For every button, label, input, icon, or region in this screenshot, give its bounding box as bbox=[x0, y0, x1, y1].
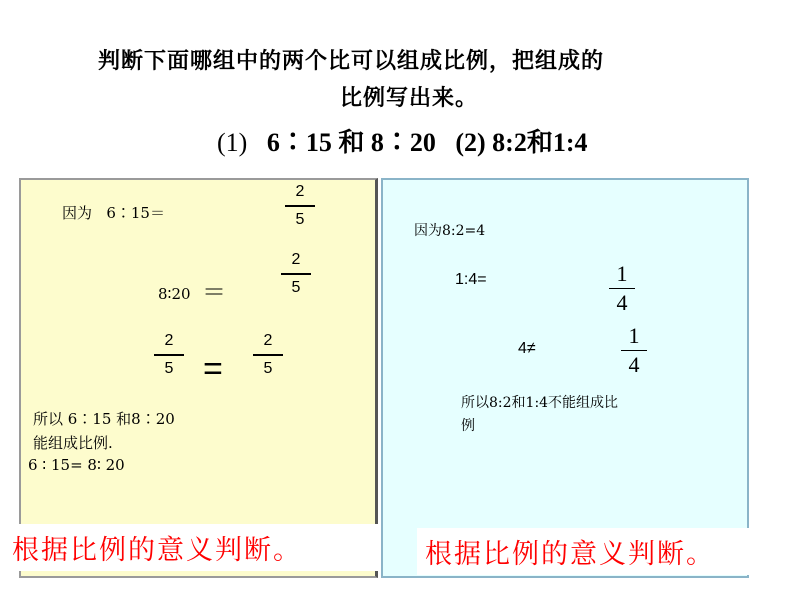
right-fraction-2: 1 4 bbox=[621, 324, 647, 377]
right-conclusion-1: 所以8:2和1:4不能组成比 bbox=[461, 395, 619, 411]
right-ratio-2: 1:4= bbox=[455, 271, 487, 288]
problem-list bbox=[217, 122, 588, 159]
left-equals-1: ＝ bbox=[202, 279, 226, 306]
left-fraction-2: 2 5 bbox=[281, 251, 311, 297]
problem-2-label: (2) bbox=[455, 128, 486, 157]
problem-1-text: 6∶15 和 8∶20 bbox=[266, 128, 436, 157]
left-conclusion-2: 能组成比例. bbox=[33, 434, 113, 452]
problem-1-label: (1) bbox=[217, 128, 248, 157]
right-because: 因为8:2=4 bbox=[414, 223, 486, 239]
question-line-2: 比例写出来。 bbox=[340, 86, 479, 111]
right-conclusion-2: 例 bbox=[461, 418, 475, 434]
left-proportion: 6 ∶ 15= 8∶ 20 bbox=[28, 456, 125, 474]
right-note: 根据比例的意义判断。 bbox=[417, 528, 789, 575]
left-compare-fraction-left: 2 5 bbox=[154, 332, 184, 378]
left-note: 根据比例的意义判断。 bbox=[4, 524, 382, 571]
left-fraction-1: 2 5 bbox=[285, 183, 315, 229]
left-because: 因为 6∶15＝ bbox=[62, 204, 165, 222]
question-line-1: 判断下面哪组中的两个比可以组成比例，把组成的 bbox=[98, 49, 605, 74]
left-compare-fraction-right: 2 5 bbox=[253, 332, 283, 378]
left-equals-2: = bbox=[203, 350, 223, 388]
problem-2-text: 8:2和1:4 bbox=[492, 128, 588, 157]
left-conclusion-1: 所以 6∶15 和8∶20 bbox=[33, 410, 175, 428]
left-solution-panel bbox=[19, 178, 378, 578]
right-compare: 4≠ bbox=[518, 340, 536, 357]
left-ratio-2: 8∶20 bbox=[158, 285, 191, 303]
right-fraction-1: 1 4 bbox=[609, 262, 635, 315]
